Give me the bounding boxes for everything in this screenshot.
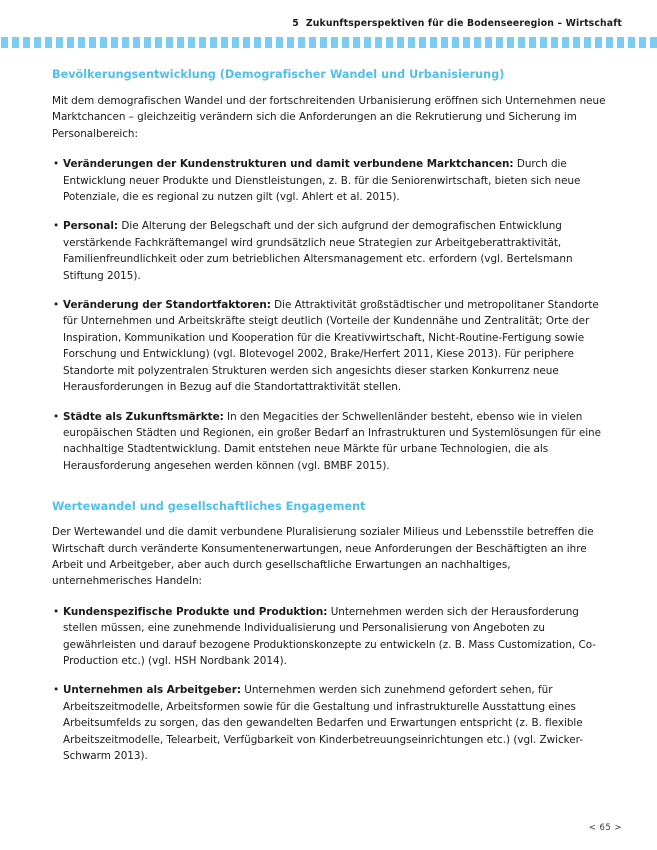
dash-segment [89, 37, 96, 48]
dash-segment [529, 37, 536, 48]
dash-segment [540, 37, 547, 48]
dash-segment [34, 37, 41, 48]
dash-segment [441, 37, 448, 48]
dash-segment [364, 37, 371, 48]
dash-segment [144, 37, 151, 48]
running-header [35, 18, 622, 29]
dash-segment [650, 37, 657, 48]
list-item-text: Unternehmen werden sich zunehmend gefordert sehen, für Arbeitszeitmodelle, Arbeitsformen sowie für die Gestaltung und infrastrukturelle Ausstattung eines Arbeitsumfelds zu sorgen, das den gewandelten Bedarfen und Erwartungen entspricht (z. B. flexible Arbeitszeitmodelle, Telearbeit, Verfügbarkeit von Kinderbetreuungseinrichtungen etc.) (vgl. Zwicker-Schwarm 2013). [63, 684, 583, 762]
dash-segment [221, 37, 228, 48]
dash-segment [397, 37, 404, 48]
dash-segment [177, 37, 184, 48]
dash-segment [419, 37, 426, 48]
list-item-text: Die Alterung der Belegschaft und der sich aufgrund der demografischen Entwicklung verstärkende Fachkräftemangel wird grundsätzlich neue Strategien zur Arbeitgeberattraktivität, Familienfreundlichkeit oder zum betrieblichen Altersmanagement etc. erfordern (vgl. Bertelsmann Stiftung 2015). [63, 220, 573, 282]
dash-segment [584, 37, 591, 48]
dash-segment [573, 37, 580, 48]
list-item-text: In den Megacities der Schwellenländer besteht, ebenso wie in vielen europäischen Städten und Regionen, ein großer Bedarf an Infrastrukturen und Systemlösungen für eine nachhaltige Stadtentwicklung. Damit entstehen neue Märkte für urbane Technologien, die als Herausforderung angesehen werden können (vgl. BMBF 2015). [63, 410, 601, 472]
list-item-lead: Veränderungen der Kundenstrukturen und damit verbundene Marktchancen: [63, 158, 514, 171]
dash-segment [133, 37, 140, 48]
dash-segment [155, 37, 162, 48]
dash-segment [386, 37, 393, 48]
dash-segment [408, 37, 415, 48]
dash-segment [199, 37, 206, 48]
list-item-text: Durch die Entwicklung neuer Produkte und Dienstleistungen, z. B. für die Seniorenwirtschaft, bieten sich neue Potenziale, die es regional zu nutzen gilt (vgl. Ahlert et al. 2015). [63, 158, 581, 204]
dash-segment [628, 37, 635, 48]
list-item-text: Unternehmen werden sich der Herausforderung stellen müssen, eine zunehmende Individualisierung und Personalisierung von Angeboten zu gewährleisten und darauf bezogene Produktionskonzepte zu entwickeln (z. B. Mass Customization, Co-Production etc.) (vgl. HSH Nordbank 2014). [63, 605, 596, 667]
bullet-list-bevoelkerungsentwicklung [52, 156, 610, 474]
list-item [52, 156, 610, 205]
list-item-lead: Veränderung der Standortfaktoren: [63, 299, 271, 312]
dash-segment [78, 37, 85, 48]
section-intro-paragraph: Der Wertewandel und die damit verbundene Pluralisierung sozialer Milieus und Lebensstile betreffen die Wirtschaft durch veränderte Konsumentenerwartungen, neue Anforderungen der Beschäftigten an ihre Arbeit und Arbeitgeber, aber auch durch gesellschaftliche Erwartungen an nachhaltiges, unternehmerisches Handeln: [52, 526, 594, 588]
list-item [52, 218, 610, 284]
list-item [52, 297, 610, 395]
dash-segment [342, 37, 349, 48]
dash-segment [606, 37, 613, 48]
list-item-lead: Personal: [63, 220, 119, 233]
dash-segment [111, 37, 118, 48]
list-item [52, 682, 610, 764]
dash-segment [232, 37, 239, 48]
dash-segment [639, 37, 646, 48]
dash-segment [100, 37, 107, 48]
dash-segment [551, 37, 558, 48]
dash-segment [166, 37, 173, 48]
dash-segment [474, 37, 481, 48]
dash-segment [188, 37, 195, 48]
dash-segment [331, 37, 338, 48]
dash-segment [595, 37, 602, 48]
dash-segment [23, 37, 30, 48]
dash-segment [320, 37, 327, 48]
dash-segment [309, 37, 316, 48]
dash-segment [287, 37, 294, 48]
list-item-lead: Unternehmen als Arbeitgeber: [63, 684, 241, 697]
dash-segment [298, 37, 305, 48]
dash-segment [353, 37, 360, 48]
dash-segment [67, 37, 74, 48]
section-intro-paragraph: Mit dem demografischen Wandel und der fortschreitenden Urbanisierung eröffnen sich Unternehmen neue Marktchancen – gleichzeitig verändern sich die Anforderungen an die Rekrutierung und Sicherung im Personalbereich: [52, 95, 606, 140]
dash-segment [1, 37, 8, 48]
dash-segment [276, 37, 283, 48]
section-heading-bevoelkerungsentwicklung: Bevölkerungsentwicklung (Demografischer Wandel und Urbanisierung) [52, 68, 505, 81]
dash-segment [518, 37, 525, 48]
dash-segment [452, 37, 459, 48]
running-header-title: Zukunftsperspektiven für die Bodenseeregion – Wirtschaft [305, 18, 622, 29]
dash-segment [45, 37, 52, 48]
page-content [52, 68, 610, 764]
dash-segment [122, 37, 129, 48]
section-heading-wertewandel: Wertewandel und gesellschaftliches Engagement [52, 500, 366, 514]
dash-segment [243, 37, 250, 48]
dash-segment [562, 37, 569, 48]
list-item-lead: Städte als Zukunftsmärkte: [63, 410, 224, 423]
bullet-marker-icon: • [53, 220, 60, 233]
dash-segment [56, 37, 63, 48]
bullet-marker-icon: • [53, 605, 60, 618]
bullet-marker-icon: • [53, 158, 60, 171]
dash-segment [430, 37, 437, 48]
bullet-marker-icon: • [53, 410, 60, 423]
list-item [52, 604, 610, 670]
page-number-folio: < 65 > [588, 823, 622, 833]
dash-segment [12, 37, 19, 48]
dash-segment [375, 37, 382, 48]
list-item-lead: Kundenspezifische Produkte und Produktion: [63, 605, 328, 618]
bullet-marker-icon: • [53, 684, 60, 697]
chapter-number: 5 [292, 18, 299, 29]
dashed-rule-decoration [0, 37, 657, 48]
bullet-marker-icon: • [53, 299, 60, 312]
dash-segment [210, 37, 217, 48]
dash-segment [265, 37, 272, 48]
dash-segment [507, 37, 514, 48]
dash-segment [617, 37, 624, 48]
list-item-text: Die Attraktivität großstädtischer und metropolitaner Standorte für Unternehmen und Arbeitskräfte steigt deutlich (Vorteile der Kundennähe und Zentralität; Orte der Inspiration, Kommunikation und Kooperation für die Kreativwirtschaft, Nicht-Routine-Fertigung sowie Forschung und Entwicklung) (vgl. Blotevogel 2002, Brake/Herfert 2011, Kiese 2013). Für periphere Standorte mit polyzentralen Strukturen werden sich angesichts dieser starken Konkurrenz neue Herausforderungen in Bezug auf die Standortattraktivität stellen. [63, 299, 599, 394]
dash-segment [485, 37, 492, 48]
list-item [52, 409, 610, 475]
dash-segment [463, 37, 470, 48]
dash-segment [496, 37, 503, 48]
bullet-list-wertewandel [52, 604, 610, 765]
dash-segment [254, 37, 261, 48]
